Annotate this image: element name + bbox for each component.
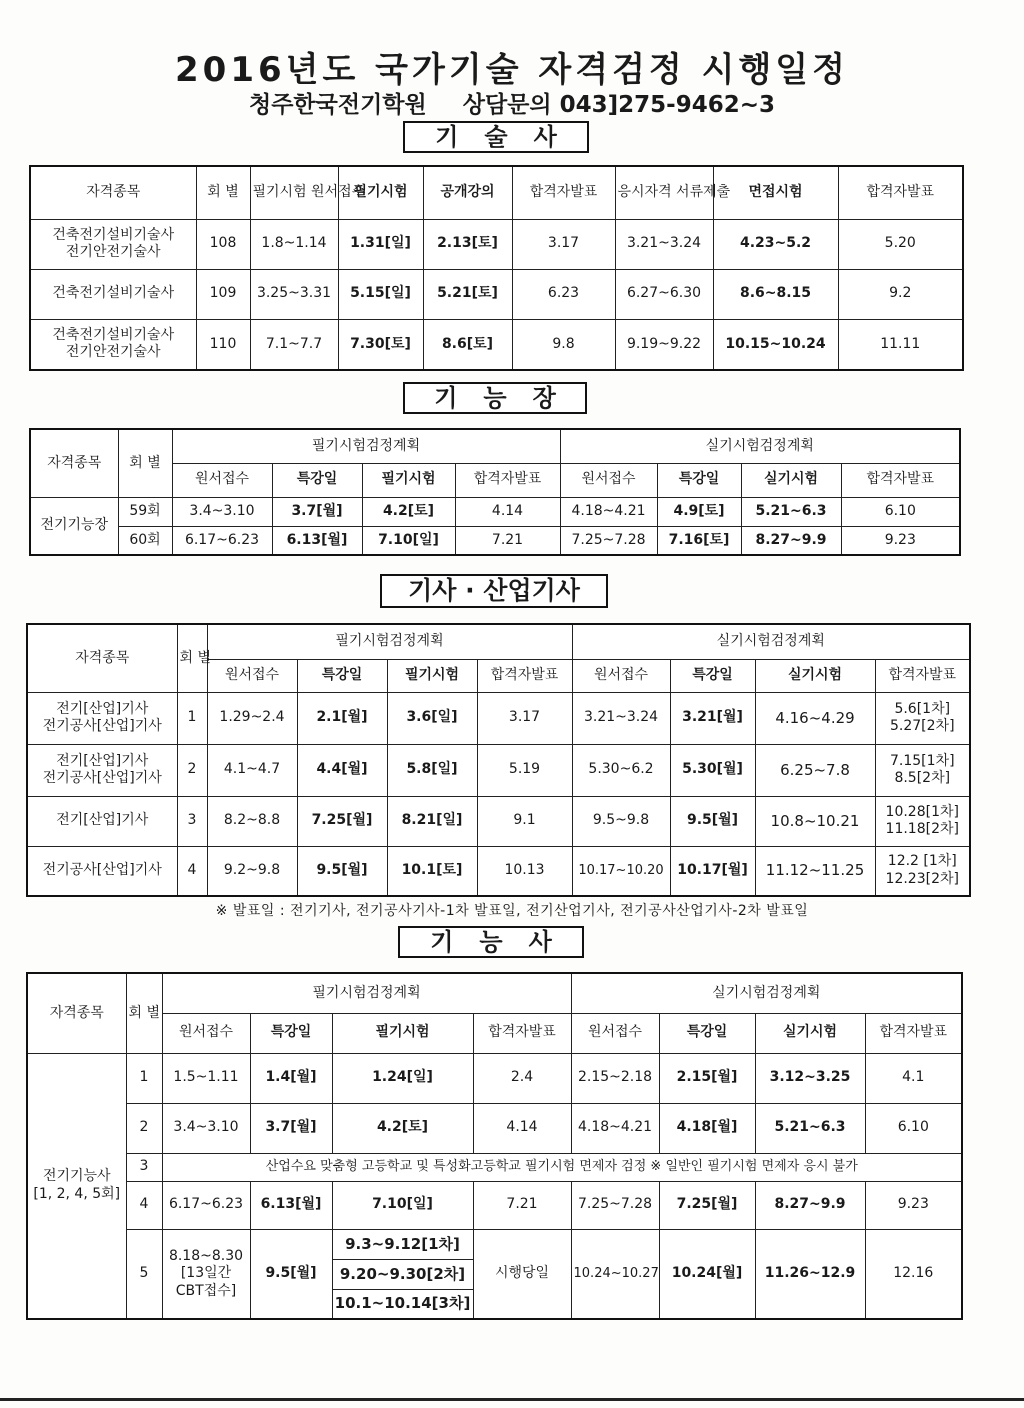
cell: 9.5[월] (297, 846, 387, 896)
item-name: 전기공사[산업]기사 (27, 846, 177, 896)
cell: 8.27~9.9 (741, 526, 841, 555)
apply-cell: 1.8~1.14 (250, 219, 338, 269)
cell: 7.15[1차] 8.5[2차] (875, 744, 970, 796)
round-cell: 4 (126, 1181, 162, 1229)
header-cell: 특강일 (297, 659, 387, 692)
table-row (30, 497, 960, 526)
cell: 3.17 (477, 692, 572, 744)
announcement-note: ※ 발표일 : 전기기사, 전기공사기사-1차 발표일, 전기산업기사, 전기공사산업기사-2차 발표일 (215, 903, 809, 919)
table-header-row (27, 624, 970, 659)
header-cell: 원서접수 (560, 463, 657, 497)
engineer-table (26, 623, 971, 897)
final-cell: 9.2 (838, 269, 963, 319)
section-title-engineer-pro: 기술사 (403, 121, 589, 153)
header-cell: 합격자발표 (512, 166, 615, 219)
header-cell: 자격종목 (30, 429, 118, 497)
header-cell: 회 별 (118, 429, 172, 497)
cell: 7.10[일] (362, 526, 455, 555)
item-name: 전기기능장 (30, 497, 118, 555)
apply-cell: 3.25~3.31 (250, 269, 338, 319)
header-cell: 특강일 (657, 463, 741, 497)
cell: 3.21~3.24 (572, 692, 670, 744)
header-cell: 원서접수 (571, 1013, 659, 1053)
header-cell: 특강일 (670, 659, 755, 692)
table-subheader-row (27, 1013, 962, 1053)
cell: 6.13[월] (272, 526, 362, 555)
section-title-technician: 기능사 (398, 926, 584, 958)
cell: 3.12~3.25 (755, 1053, 865, 1103)
cell: 9.2~9.8 (207, 846, 297, 896)
header-cell: 자격종목 (27, 624, 177, 692)
item-name: 전기[산업]기사 전기공사[산업]기사 (27, 744, 177, 796)
written-slot: 10.1~10.14[3차] (332, 1289, 473, 1319)
cell: 7.25[월] (659, 1181, 755, 1229)
contact-phone: 상담문의 043]275-9462~3 (462, 92, 775, 118)
technician-table (26, 972, 963, 1320)
item-name: 전기[산업]기사 (27, 796, 177, 846)
header-cell: 자격종목 (27, 973, 126, 1053)
round-cell: 109 (196, 269, 250, 319)
cell: 2.15[월] (659, 1053, 755, 1103)
cell: 11.26~12.9 (755, 1229, 865, 1319)
cell: 3.4~3.10 (172, 497, 272, 526)
cell: 2.15~2.18 (571, 1053, 659, 1103)
cell: 4.18~4.21 (560, 497, 657, 526)
craftsman-master-table (29, 428, 961, 556)
cell: 10.8~10.21 (755, 796, 875, 846)
table-row (30, 219, 963, 269)
round-cell: 5 (126, 1229, 162, 1319)
cell: 4.2[토] (362, 497, 455, 526)
header-cell: 필기시험 (387, 659, 477, 692)
header-cell: 공개강의 (423, 166, 512, 219)
table-header-row (30, 166, 963, 219)
item-name: 전기기능사 [1, 2, 4, 5회] (27, 1053, 126, 1319)
table-row (27, 744, 970, 796)
cell: 1.29~2.4 (207, 692, 297, 744)
cell: 7.16[토] (657, 526, 741, 555)
header-cell: 특강일 (659, 1013, 755, 1053)
header-cell: 특강일 (250, 1013, 332, 1053)
header-cell: 합격자발표 (865, 1013, 962, 1053)
cell: 10.24[월] (659, 1229, 755, 1319)
table-row (30, 526, 960, 555)
header-cell: 필기시험 (338, 166, 423, 219)
cell: 3.4~3.10 (162, 1103, 250, 1153)
final-cell: 5.20 (838, 219, 963, 269)
cell: 1.24[일] (332, 1053, 473, 1103)
table-row (27, 692, 970, 744)
cell: 7.25~7.28 (560, 526, 657, 555)
header-cell: 필기시험 원서접수 (250, 166, 338, 219)
cell: 4.1 (865, 1053, 962, 1103)
header-cell: 합격자발표 (841, 463, 960, 497)
section-title-engineer: 기사 · 산업기사 (380, 574, 608, 608)
header-cell: 특강일 (272, 463, 362, 497)
round-cell: 59회 (118, 497, 172, 526)
header-cell: 회 별 (126, 973, 162, 1053)
cell: 6.13[월] (250, 1181, 332, 1229)
item-name: 건축전기설비기술사 전기안전기술사 (30, 219, 196, 269)
header-cell: 원서접수 (162, 1013, 250, 1053)
cell: 4.2[토] (332, 1103, 473, 1153)
table-row (30, 319, 963, 370)
round-cell: 1 (126, 1053, 162, 1103)
cell: 4.18~4.21 (571, 1103, 659, 1153)
interview-cell: 4.23~5.2 (713, 219, 838, 269)
round-cell: 3 (126, 1153, 162, 1181)
header-cell: 합격자발표 (838, 166, 963, 219)
cell: 3.6[일] (387, 692, 477, 744)
cell: 시행당일 (473, 1229, 571, 1319)
cell: 8.2~8.8 (207, 796, 297, 846)
header-cell: 필기시험 (332, 1013, 473, 1053)
section-title-craftsman-master: 기능장 (403, 382, 587, 414)
table-header-row (27, 973, 962, 1013)
docs-cell: 3.21~3.24 (615, 219, 713, 269)
header-cell: 합격자발표 (477, 659, 572, 692)
cell: 12.2 [1차] 12.23[2차] (875, 846, 970, 896)
notice-cell: 산업수요 맞춤형 고등학교 및 특성화고등학교 필기시험 면제자 검정 ※ 일반인 필기시험 면제자 응시 불가 (162, 1153, 962, 1181)
cell: 5.21~6.3 (741, 497, 841, 526)
header-cell: 회 별 (196, 166, 250, 219)
item-name: 건축전기설비기술사 전기안전기술사 (30, 319, 196, 370)
cell: 5.8[일] (387, 744, 477, 796)
cell: 3.21[월] (670, 692, 755, 744)
cell: 3.7[월] (272, 497, 362, 526)
cell: 9.5~9.8 (572, 796, 670, 846)
cell: 10.28[1차] 11.18[2차] (875, 796, 970, 846)
table-header-row (30, 429, 960, 463)
cell: 9.1 (477, 796, 572, 846)
cell: 3.7[월] (250, 1103, 332, 1153)
table-row (27, 1181, 962, 1229)
cell: 5.19 (477, 744, 572, 796)
cell: 10.1[토] (387, 846, 477, 896)
cell: 4.4[월] (297, 744, 387, 796)
round-cell: 3 (177, 796, 207, 846)
cell: 9.5[월] (670, 796, 755, 846)
page-subtitle (0, 86, 1024, 119)
written-cell: 5.15[일] (338, 269, 423, 319)
cell: 8.27~9.9 (755, 1181, 865, 1229)
round-cell: 110 (196, 319, 250, 370)
group-header-practical: 실기시험검정계획 (560, 429, 960, 463)
cell: 6.17~6.23 (162, 1181, 250, 1229)
header-cell: 원서접수 (207, 659, 297, 692)
cell: 7.25~7.28 (571, 1181, 659, 1229)
cell: 1.4[월] (250, 1053, 332, 1103)
cell: 6.25~7.8 (755, 744, 875, 796)
cell: 4.14 (473, 1103, 571, 1153)
docs-cell: 9.19~9.22 (615, 319, 713, 370)
written-slot: 9.20~9.30[2차] (332, 1259, 473, 1289)
header-cell: 실기시험 (741, 463, 841, 497)
cell: 5.30~6.2 (572, 744, 670, 796)
header-cell: 합격자발표 (473, 1013, 571, 1053)
group-header-written: 필기시험검정계획 (207, 624, 572, 659)
written-slot: 9.3~9.12[1차] (332, 1229, 473, 1259)
written-cell: 7.30[토] (338, 319, 423, 370)
page-title: 2016년도 국가기술 자격검정 시행일정 (175, 50, 849, 90)
written-cell: 1.31[일] (338, 219, 423, 269)
group-header-practical: 실기시험검정계획 (571, 973, 962, 1013)
cell: 5.21~6.3 (755, 1103, 865, 1153)
header-cell: 합격자발표 (875, 659, 970, 692)
docs-cell: 6.27~6.30 (615, 269, 713, 319)
cell: 8.18~8.30 [13일간 CBT접수] (162, 1229, 250, 1319)
engineer-pro-table (29, 165, 964, 371)
cell: 4.1~4.7 (207, 744, 297, 796)
round-cell: 1 (177, 692, 207, 744)
cell: 10.24~10.27 (571, 1229, 659, 1319)
cell: 9.23 (841, 526, 960, 555)
group-header-written: 필기시험검정계획 (172, 429, 560, 463)
cell: 9.5[월] (250, 1229, 332, 1319)
cell: 6.10 (841, 497, 960, 526)
round-cell: 4 (177, 846, 207, 896)
cell: 10.13 (477, 846, 572, 896)
round-cell: 2 (126, 1103, 162, 1153)
cell: 2.1[월] (297, 692, 387, 744)
academy-name: 청주한국전기학원 (249, 92, 427, 118)
cell: 5.6[1차] 5.27[2차] (875, 692, 970, 744)
header-cell: 응시자격 서류제출 (615, 166, 713, 219)
cell: 2.4 (473, 1053, 571, 1103)
cell: 7.25[월] (297, 796, 387, 846)
apply-cell: 7.1~7.7 (250, 319, 338, 370)
group-header-practical: 실기시험검정계획 (572, 624, 970, 659)
header-cell: 원서접수 (172, 463, 272, 497)
cell: 8.21[일] (387, 796, 477, 846)
lecture-cell: 5.21[토] (423, 269, 512, 319)
table-row (27, 1103, 962, 1153)
cell: 10.17~10.20 (572, 846, 670, 896)
final-cell: 11.11 (838, 319, 963, 370)
table-row (27, 1229, 962, 1259)
header-cell: 회 별 (177, 624, 207, 692)
header-cell: 실기시험 (755, 1013, 865, 1053)
cell: 4.16~4.29 (755, 692, 875, 744)
table-row (27, 1053, 962, 1103)
cell: 4.9[토] (657, 497, 741, 526)
item-name: 전기[산업]기사 전기공사[산업]기사 (27, 692, 177, 744)
cell: 7.21 (473, 1181, 571, 1229)
round-cell: 60회 (118, 526, 172, 555)
cell: 6.17~6.23 (172, 526, 272, 555)
cell: 4.14 (455, 497, 560, 526)
result-cell: 6.23 (512, 269, 615, 319)
header-cell: 면접시험 (713, 166, 838, 219)
header-cell: 실기시험 (755, 659, 875, 692)
header-cell: 합격자발표 (455, 463, 560, 497)
item-name: 건축전기설비기술사 (30, 269, 196, 319)
cell: 9.23 (865, 1181, 962, 1229)
lecture-cell: 2.13[토] (423, 219, 512, 269)
table-row (27, 1153, 962, 1181)
lecture-cell: 8.6[토] (423, 319, 512, 370)
cell: 12.16 (865, 1229, 962, 1319)
table-row (30, 269, 963, 319)
table-row (27, 846, 970, 896)
header-cell: 원서접수 (572, 659, 670, 692)
cell: 11.12~11.25 (755, 846, 875, 896)
cell: 6.10 (865, 1103, 962, 1153)
cell: 7.10[일] (332, 1181, 473, 1229)
cell: 7.21 (455, 526, 560, 555)
interview-cell: 8.6~8.15 (713, 269, 838, 319)
round-cell: 2 (177, 744, 207, 796)
cell: 5.30[월] (670, 744, 755, 796)
result-cell: 3.17 (512, 219, 615, 269)
group-header-written: 필기시험검정계획 (162, 973, 571, 1013)
header-cell: 필기시험 (362, 463, 455, 497)
round-cell: 108 (196, 219, 250, 269)
cell: 10.17[월] (670, 846, 755, 896)
header-cell: 자격종목 (30, 166, 196, 219)
cell: 1.5~1.11 (162, 1053, 250, 1103)
page-bottom-border (0, 1398, 1024, 1401)
cell: 4.18[월] (659, 1103, 755, 1153)
interview-cell: 10.15~10.24 (713, 319, 838, 370)
table-row (27, 796, 970, 846)
result-cell: 9.8 (512, 319, 615, 370)
